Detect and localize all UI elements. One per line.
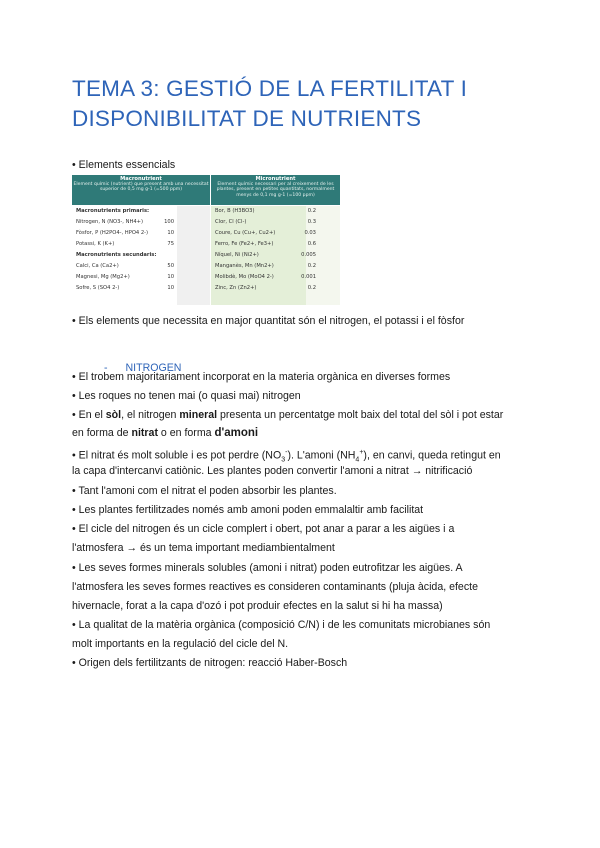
paragraph-10: • Origen dels fertilitzants de nitrogen: reacció Haber-Bosch	[72, 657, 348, 669]
row-name: Zinc, Zn (Zn2+)	[215, 285, 257, 291]
subheading-text: NITROGEN	[125, 362, 182, 374]
row-name: Sofre, S (SO4 2-)	[76, 285, 120, 291]
subscript: 3	[281, 456, 286, 464]
macronutrient-title: Macronutrient	[120, 176, 162, 182]
table-row	[211, 217, 340, 228]
paragraph-8-line-1: • Les seves formes minerals solubles (amoni i nitrat) poden eutrofitzar les aigües. A	[72, 562, 463, 574]
paragraph-3-line-2	[72, 426, 258, 440]
micronutrient-description: Element químic necessari per al creixement de les plantes, present en petites quantitats, normalment menys de 0,1 mg g-1 (=100 ppm)	[216, 182, 335, 198]
row-name: Coure, Cu (Cu+, Cu2+)	[215, 230, 276, 236]
row-value: 10	[167, 230, 174, 236]
row-name: Potassi, K (K+)	[76, 241, 115, 247]
superscript: +	[359, 449, 364, 456]
bold-text: mineral	[179, 409, 218, 421]
table-row	[72, 228, 210, 239]
row-name: Calci, Ca (Ca2+)	[76, 263, 119, 269]
paragraph-1: • El trobem majoritariament incorporat en la materia orgànica en diverses formes	[72, 371, 451, 383]
row-name: Níquel, Ni (Ni2+)	[215, 252, 259, 258]
table-row	[72, 239, 210, 250]
row-name: Macronutrients primaris:	[76, 208, 150, 214]
table-row	[72, 217, 210, 228]
paragraph-9-line-1: • La qualitat de la matèria orgànica (composició C/N) i de les comunitats microbianes són	[72, 619, 491, 631]
bold-text: sòl	[105, 409, 122, 421]
macronutrient-header	[72, 175, 210, 205]
text-run: ). L'amoni (NH	[287, 449, 356, 462]
text-run: • En el	[72, 409, 106, 421]
text-run: en forma de	[72, 427, 132, 439]
paragraph-5: • Tant l'amoni com el nitrat el poden absorbir les plantes.	[72, 485, 337, 497]
row-name: Manganès, Mn (Mn2+)	[215, 263, 274, 269]
nutrients-table	[72, 175, 340, 305]
title-line-2: DISPONIBILITAT DE NUTRIENTS	[72, 106, 422, 131]
title-line-1: TEMA 3: GESTIÓ DE LA FERTILITAT I	[72, 76, 468, 101]
row-value: 0.03	[304, 230, 316, 236]
text-run: , el nitrogen	[121, 409, 180, 421]
row-value: 0.2	[307, 263, 316, 269]
table-row	[211, 283, 340, 294]
paragraph-6: • Les plantes fertilitzades només amb amoni poden emmalaltir amb facilitat	[72, 504, 424, 516]
bold-text: nitrat	[131, 427, 158, 439]
row-value: 0.001	[301, 274, 316, 280]
paragraph-4-line-2: la capa d'intercanvi catiònic. Les plantes poden convertir l'amoni a nitrat → nitrificació	[72, 465, 473, 477]
macronutrient-body	[72, 206, 210, 305]
table-row	[72, 206, 210, 217]
paragraph-3-line-1	[72, 408, 503, 422]
table-row	[72, 261, 210, 272]
row-value: 10	[167, 285, 174, 291]
row-name: Nitrogen, N (NO3-, NH4+)	[76, 219, 144, 225]
text-run: o en forma	[157, 427, 215, 439]
page-title	[72, 74, 542, 134]
row-value: 10	[167, 274, 174, 280]
table-row	[211, 272, 340, 283]
bullet-major-quantitat: • Els elements que necessita en major quantitat són el nitrogen, el potassi i el fòsfor	[72, 315, 465, 327]
row-value: 0.2	[307, 285, 316, 291]
text-run: • El nitrat és molt soluble i es pot perdre (NO	[72, 449, 282, 462]
macronutrient-description: Element químic (nutrient) que present amb una necessitat superior de 0,5 mg g-1 (=500 ppm)	[73, 182, 209, 193]
row-value: 75	[167, 241, 174, 247]
paragraph-2: • Les roques no tenen mai (o quasi mai) nitrogen	[72, 390, 301, 402]
table-row	[211, 250, 340, 261]
row-name: Macronutrients secundaris:	[76, 252, 157, 258]
row-value: 0.005	[301, 252, 316, 258]
table-row	[72, 283, 210, 294]
row-name: Magnesi, Mg (Mg2+)	[76, 274, 130, 280]
bold-text: d'amoni	[214, 427, 259, 439]
row-value: 0.6	[307, 241, 316, 247]
micronutrient-header	[211, 175, 340, 205]
paragraph-7-line-1: • El cicle del nitrogen és un cicle complert i obert, pot anar a parar a les aigües i a	[72, 523, 455, 535]
row-name: Fòsfor, P (H2PO4-, HPO4 2-)	[76, 230, 149, 236]
micronutrient-body	[211, 206, 340, 305]
row-value: 0.2	[307, 208, 316, 214]
row-value: 50	[167, 263, 174, 269]
row-name: Molibdè, Mo (MoO4 2-)	[215, 274, 274, 280]
row-name: Bor, B (H3BO3)	[215, 208, 255, 214]
micronutrient-title: Micronutrient	[255, 176, 296, 182]
bullet-elements-essencials: • Elements essencials	[72, 159, 176, 171]
list-dash: -	[104, 362, 108, 374]
table-row	[211, 239, 340, 250]
table-row	[72, 250, 210, 261]
text-run: presenta un percentatge molt baix del total del sòl i pot estar	[217, 409, 504, 421]
superscript: -	[285, 449, 288, 456]
row-value: 100	[164, 219, 174, 225]
table-row	[211, 261, 340, 272]
paragraph-7-line-2: l'atmosfera → és un tema important mediambientalment	[72, 542, 335, 554]
row-name: Ferro, Fe (Fe2+, Fe3+)	[215, 241, 274, 247]
row-name: Clor, Cl (Cl-)	[215, 219, 247, 225]
paragraph-8-line-3: hivernacle, forat a la capa d'ozó i pot produir efectes en la salut si hi ha massa)	[72, 600, 443, 612]
paragraph-8-line-2: l'atmosfera les seves formes reactives es consideren contaminants (pluja àcida, efecte	[72, 581, 478, 593]
table-row	[72, 272, 210, 283]
table-row	[211, 228, 340, 239]
row-value: 0.3	[307, 219, 316, 225]
subscript: 4	[355, 456, 360, 464]
text-run: ), en canvi, queda retingut en	[363, 449, 501, 462]
table-row	[211, 206, 340, 217]
paragraph-9-line-2: molt importants en la regulació del cicle del N.	[72, 638, 289, 650]
